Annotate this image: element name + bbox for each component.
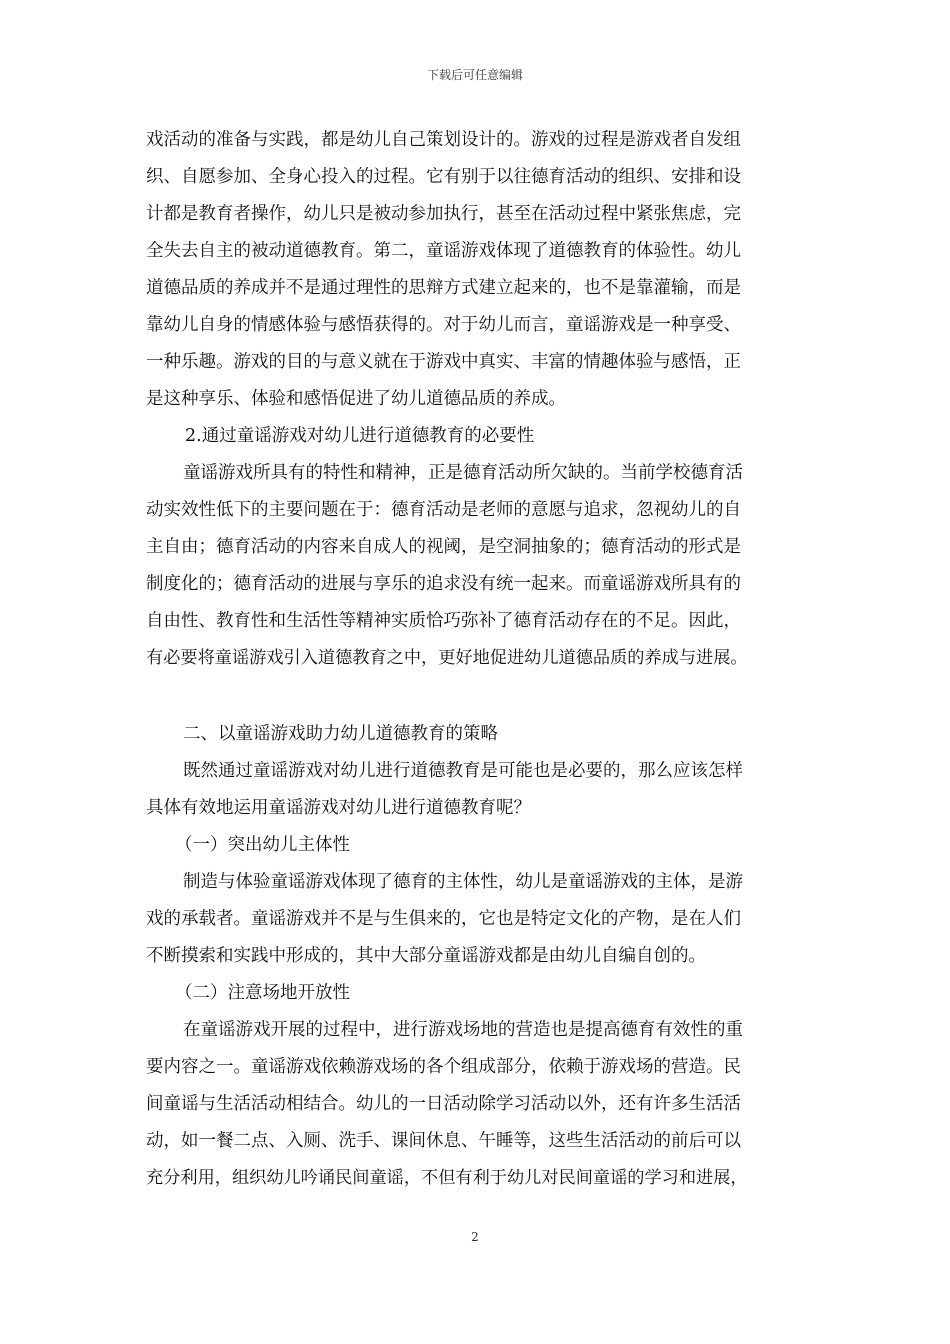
text-line: 具体有效地运用童谣游戏对幼儿进行道德教育呢？ (146, 798, 531, 818)
subsection-heading: 2.通过童谣游戏对幼儿进行道德教育的必要性 (185, 426, 535, 446)
text-line: 有必要将童谣游戏引入道德教育之中，更好地促进幼儿道德品质的养成与进展。 (146, 648, 748, 668)
text-line: 制度化的；德育活动的进展与享乐的追求没有统一起来。而童谣游戏所具有的 (146, 574, 741, 594)
text-line: 自由性、教育性和生活性等精神实质恰巧弥补了德育活动存在的不足。因此， (146, 611, 741, 631)
text-line: 主自由；德育活动的内容来自成人的视阈，是空洞抽象的；德育活动的形式是 (146, 537, 741, 557)
text-line: 戏的承载者。童谣游戏并不是与生俱来的，它也是特定文化的产物，是在人们 (146, 909, 741, 929)
text-line: 织、自愿参加、全身心投入的过程。它有别于以往德育活动的组织、安排和设 (146, 167, 741, 187)
subsection-heading: （一）突出幼儿主体性 (175, 835, 350, 855)
text-line: 靠幼儿自身的情感体验与感悟获得的。对于幼儿而言，童谣游戏是一种享受、 (146, 315, 741, 335)
page-header: 下载后可任意编辑 (426, 68, 523, 82)
text-line: 戏活动的准备与实践，都是幼儿自己策划设计的。游戏的过程是游戏者自发组 (146, 130, 741, 150)
subsection-heading: （二）注意场地开放性 (175, 983, 350, 1003)
text-line: 全失去自主的被动道德教育。第二，童谣游戏体现了道德教育的体验性。幼儿 (146, 241, 741, 261)
text-line: 动实效性低下的主要问题在于：德育活动是老师的意愿与追求，忽视幼儿的自 (146, 500, 741, 520)
text-line: 制造与体验童谣游戏体现了德育的主体性，幼儿是童谣游戏的主体，是游 (183, 872, 743, 892)
text-line: 道德品质的养成并不是通过理性的思辩方式建立起来的，也不是靠灌输，而是 (146, 278, 741, 298)
text-line: 动，如一餐二点、入厕、洗手、课间休息、午睡等，这些生活活动的前后可以 (146, 1131, 741, 1151)
text-line: 既然通过童谣游戏对幼儿进行道德教育是可能也是必要的，那么应该怎样 (183, 761, 743, 781)
text-line: 不断摸索和实践中形成的，其中大部分童谣游戏都是由幼儿自编自创的。 (146, 946, 706, 966)
text-line: 一种乐趣。游戏的目的与意义就在于游戏中真实、丰富的情趣体验与感悟，正 (146, 352, 741, 372)
text-line: 计都是教育者操作，幼儿只是被动参加执行，甚至在活动过程中紧张焦虑，完 (146, 204, 741, 224)
text-line: 间童谣与生活活动相结合。幼儿的一日活动除学习活动以外，还有许多生活活 (146, 1094, 741, 1114)
text-line: 在童谣游戏开展的过程中，进行游戏场地的营造也是提高德育有效性的重 (183, 1020, 743, 1040)
text-line: 是这种享乐、体验和感悟促进了幼儿道德品质的养成。 (146, 389, 566, 409)
text-line: 要内容之一。童谣游戏依赖游戏场的各个组成部分，依赖于游戏场的营造。民 (146, 1057, 741, 1077)
section-heading: 二、以童谣游戏助力幼儿道德教育的策略 (183, 724, 498, 744)
text-line: 童谣游戏所具有的特性和精神，正是德育活动所欠缺的。当前学校德育活 (183, 463, 743, 483)
page-number: 2 (471, 1230, 479, 1244)
text-line: 充分利用，组织幼儿吟诵民间童谣，不但有利于幼儿对民间童谣的学习和进展， (146, 1168, 748, 1188)
